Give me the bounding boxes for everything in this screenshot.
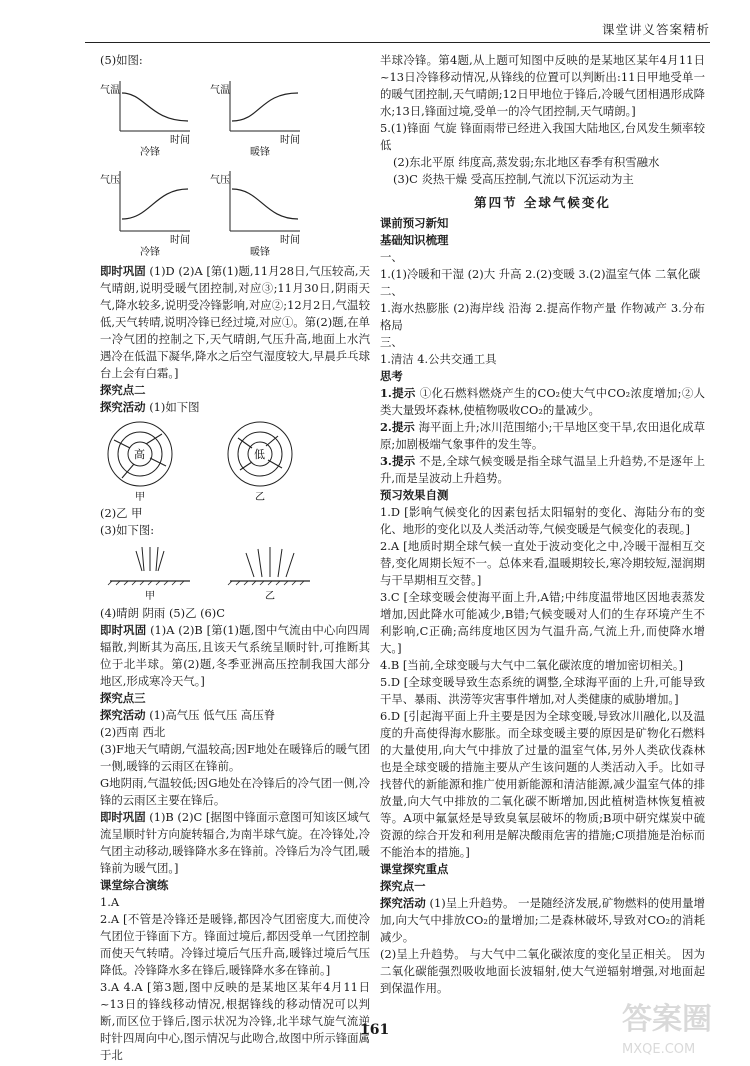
quick-check-1-text: (1)D (2)A [第(1)题,11月28日,气压较高,天气晴朗,说明受暖气团控制,对应③;11月30日,阴雨天气,降水较多,说明受冷锋影响,对应②;12月2日,气温较低,天气转晴,说明冷锋已经过境,对应①。第(2)题,在单一冷气团的控制之下,天气晴朗,气压升高,地面上水汽遇冷在低温下凝华,降水之后空气湿度较大,早晨乒乓球台上会有白霜。] xyxy=(100,264,370,380)
label-warm-2: 暖锋 xyxy=(250,247,270,258)
warm-front-temp-graph xyxy=(210,81,300,158)
preview-heading: 课前预习新知 xyxy=(380,216,449,230)
header-rule xyxy=(85,42,710,43)
thinking-heading: 思考 xyxy=(380,369,403,383)
label-cold-2: 冷锋 xyxy=(140,247,160,258)
explore-point-2: 探究点二 xyxy=(100,383,146,397)
cold-front-temp-graph xyxy=(100,81,190,158)
vertical-flow-figure xyxy=(100,541,340,603)
explore-activity-2 xyxy=(100,399,370,416)
answer-2-2: (2)乙 甲 xyxy=(100,506,143,520)
label-low: 低 xyxy=(254,448,265,461)
practice-answer-3-4-cont: 半球冷锋。第4题,从上题可知图中反映的是某地区某年4月11日~13日冷锋移动情况,从锋线的位置可以判断出:11日甲地受单一的暖气团控制,天气晴朗;12日甲地位于锋后,冷暖气团相遇形成降水;13日,锋面过境,受单一的冷气团控制,天气晴朗。] xyxy=(380,53,705,118)
answer-3-2: (2)西南 西北 xyxy=(100,725,166,739)
part-2-label: 二、 xyxy=(380,284,403,298)
practice-answer-5-3: (3)C 炎热干燥 受高压控制,气流以下沉运动为主 xyxy=(393,172,634,186)
section-title: 第四节 全球气候变化 xyxy=(474,195,611,210)
explore-activity-1-label: 探究活动 xyxy=(380,896,426,910)
explore-activity-3-label: 探究活动 xyxy=(100,708,146,722)
part-2-answers: 1.海水热膨胀 (2)海岸线 沿海 2.提高作物产量 作物减产 3.分布格局 xyxy=(380,301,705,332)
hint-3-text: 不是,全球气候变暖是指全球气温呈上升趋势,不是逐年上升,而是呈波动上升趋势。 xyxy=(380,454,705,485)
cold-front-press-graph xyxy=(100,171,190,258)
xlabel-time-2: 时间 xyxy=(280,135,300,146)
quick-check-3-text: (1)B (2)C [据图中锋面示意图可知该区域气流呈顺时针方向旋转辐合,为南半球气旋。在冷锋处,冷气团主动移动,暖锋降水多在锋前。冷锋后为冷气团,暖锋前为暖气团。] xyxy=(100,810,370,875)
self-test-2: 2.A [地质时期全球气候一直处于波动变化之中,冷暖干湿相互交替,变化周期长短不一。总体来看,温暖期较长,寒冷期较短,湿润期与干旱期相互交替。] xyxy=(380,539,705,587)
xlabel-time-4: 时间 xyxy=(280,235,300,246)
explore-activity-2-text: (1)如下图 xyxy=(149,400,200,414)
label-high: 高 xyxy=(134,448,145,461)
quick-check-2 xyxy=(100,622,370,690)
self-test-1: 1.D [影响气候变化的因素包括太阳辐射的变化、海陆分布的变化、地形的变化以及人类活动等,气候变暖是气候变化的表现。] xyxy=(380,505,705,536)
hint-3-label: 3.提示 xyxy=(380,454,416,468)
quick-check-2-label: 即时巩固 xyxy=(100,623,147,637)
left-column xyxy=(100,52,370,1064)
quick-check-1 xyxy=(100,263,370,382)
ylabel-press-2: 气压 xyxy=(210,175,230,186)
label-yi-2: 乙 xyxy=(265,591,275,602)
explore-activity-3 xyxy=(100,707,370,724)
hint-1-label: 1.提示 xyxy=(380,386,416,400)
quick-check-3 xyxy=(100,809,370,877)
class-practice-heading: 课堂综合演练 xyxy=(100,878,169,892)
quick-check-1-label: 即时巩固 xyxy=(100,264,146,278)
label-cold-1: 冷锋 xyxy=(140,147,160,158)
practice-answer-5-1: 5.(1)锋面 气旋 锋面雨带已经进入我国大陆地区,台风发生频率较低 xyxy=(380,121,705,152)
ascending-flow-diagram xyxy=(228,547,310,602)
high-pressure-diagram xyxy=(108,422,172,503)
page-number: 161 xyxy=(360,1022,390,1038)
hint-1 xyxy=(380,385,705,419)
hint-1-text: ①化石燃料燃烧产生的CO₂使大气中CO₂浓度增加;②人类大量毁坏森林,使植物吸收CO₂的量减少。 xyxy=(380,386,705,417)
part-3-label: 三、 xyxy=(380,335,403,349)
front-curves-figure xyxy=(100,71,300,261)
answer-5-label: (5)如图: xyxy=(100,53,143,67)
explore-activity-1 xyxy=(380,895,705,946)
self-test-5: 5.D [全球变暖导致生态系统的调整,全球海平面的上升,可能导致干旱、暴雨、洪涝等灾害事件增加,对人类健康的威胁增加。] xyxy=(380,675,705,706)
answer-2-4: (4)晴朗 阴雨 (5)乙 (6)C xyxy=(100,606,225,620)
answer-3-3-g: G地阴雨,气温较低;因G地处在冷锋后的冷气团一侧,冷锋的云雨区主要在锋后。 xyxy=(100,776,370,807)
explore-point-3: 探究点三 xyxy=(100,691,146,705)
label-warm-1: 暖锋 xyxy=(250,147,270,158)
hint-2-text: 海平面上升;冰川范围缩小;干旱地区变干旱,农田退化成草原;加剧极端气象事件的发生等。 xyxy=(380,420,705,451)
descending-flow-diagram xyxy=(108,547,190,602)
ylabel-press-1: 气压 xyxy=(100,175,120,186)
self-test-4: 4.B [当前,全球变暖与大气中二氧化碳浓度的增加密切相关。] xyxy=(380,658,684,672)
page-header-title: 课堂讲义答案精析 xyxy=(601,22,710,37)
low-pressure-diagram xyxy=(228,422,292,503)
quick-check-3-label: 即时巩固 xyxy=(100,810,146,824)
xlabel-time-3: 时间 xyxy=(170,235,190,246)
xlabel-time-1: 时间 xyxy=(170,135,190,146)
ylabel-temp-2: 气温 xyxy=(210,85,230,96)
explore-activity-3-text: (1)高气压 低气压 高压脊 xyxy=(149,708,276,722)
warm-front-press-graph xyxy=(210,171,300,258)
hint-3 xyxy=(380,453,705,487)
self-test-heading: 预习效果自测 xyxy=(380,488,449,502)
explore-activity-1-text: (1)呈上升趋势。 一是随经济发展,矿物燃料的使用量增加,向大气中排放CO₂的量增加;二是森林破坏,导致对CO₂的消耗减少。 xyxy=(380,896,705,944)
part-1-answers: 1.(1)冷暖和干湿 (2)大 升高 2.(2)变暖 3.(2)温室气体 二氧化碳 xyxy=(380,267,701,281)
ylabel-temp-1: 气温 xyxy=(100,85,120,96)
hint-2 xyxy=(380,419,705,453)
right-column xyxy=(380,52,705,997)
practice-answer-5-2: (2)东北平原 纬度高,蒸发弱;东北地区春季有积雪融水 xyxy=(393,155,660,169)
watermark-logo: 答案圈 MXQE.COM xyxy=(622,1002,712,1057)
basic-knowledge-heading: 基础知识梳理 xyxy=(380,233,449,247)
practice-answer-3-4: 3.A 4.A [第3题,图中反映的是某地区某年4月11日~13日的锋线移动情况,根据锋线的移动情况可以判断,而区位于锋后,图示状况为冷锋,北半球气旋气流逆时针四周向中心,图示情况与此吻合,故图中所示锋面属于北 xyxy=(100,980,370,1062)
label-yi-1: 乙 xyxy=(255,492,265,503)
self-test-6: 6.D [引起海平面上升主要是因为全球变暖,导致冰川融化,以及温度的升高使得海水膨胀。而全球变暖主要的原因是矿物化石燃料的大量使用,向大气中排放了过量的温室气体,另外人类砍伐森林也是全球变暖的措施主要从产生该问题的人类活动入手。比如寻找替代的新能源和推广使用新能源和清洁能源,减少温室气体的排放量,向大气中排放的二氧化碳不断增加,因此植树造林恢复植被等。A项中氟氯烃是导致臭氧层破坏的物质;B项中研究煤炭中硫资源的综合开发和利用是解决酸雨危害的措施;C项措施是治标而不能治本的措施。] xyxy=(380,709,705,859)
quick-check-2-text: (1)A (2)B [第(1)题,图中气流由中心向四周辐散,判断其为高压,且该天气系统呈顺时针,可推断其位于北半球。第(2)题,冬季亚洲高压控制我国大部分地区,形成寒冷天气。] xyxy=(100,623,370,688)
part-1-label: 一、 xyxy=(380,250,403,264)
part-3-answers: 1.清洁 4.公共交通工具 xyxy=(380,352,497,366)
explore-point-1: 探究点一 xyxy=(380,879,426,893)
practice-answer-2: 2.A [不管是冷锋还是暖锋,都因冷气团密度大,而使冷气团位于锋面下方。锋面过境后,都因受单一气团控制而使天气转晴。冷锋过境后气压升高,暖锋过境后气压降低。冷锋降水多在锋后,暖锋降水多在锋前。] xyxy=(100,912,370,977)
answer-3-3-f: (3)F地天气晴朗,气温较高;因F地处在暖锋后的暖气团一侧,暖锋的云雨区在锋前。 xyxy=(100,742,370,773)
hint-2-label: 2.提示 xyxy=(380,420,415,434)
explore-activity-2-label: 探究活动 xyxy=(100,400,146,414)
self-test-3: 3.C [全球变暖会使海平面上升,A错;中纬度温带地区因地表蒸发增加,因此降水可能减少,B错;气候变暖对人们的生存环境产生不利影响,C正确;高纬度地区因为气温升高,气流上升,而使降水增大。] xyxy=(380,590,705,655)
practice-answer-1: 1.A xyxy=(100,895,120,909)
answer-2-3-label: (3)如下图: xyxy=(100,523,155,537)
class-explore-heading: 课堂探究重点 xyxy=(380,862,449,876)
explore-activity-1-2: (2)呈上升趋势。 与大气中二氧化碳浓度的变化呈正相关。 因为二氧化碳能强烈吸收地面长波辐射,使大气逆辐射增强,对地面起到保温作用。 xyxy=(380,947,705,995)
label-jia-2: 甲 xyxy=(145,591,155,602)
pressure-systems-figure xyxy=(100,418,340,503)
label-jia-1: 甲 xyxy=(135,492,145,503)
